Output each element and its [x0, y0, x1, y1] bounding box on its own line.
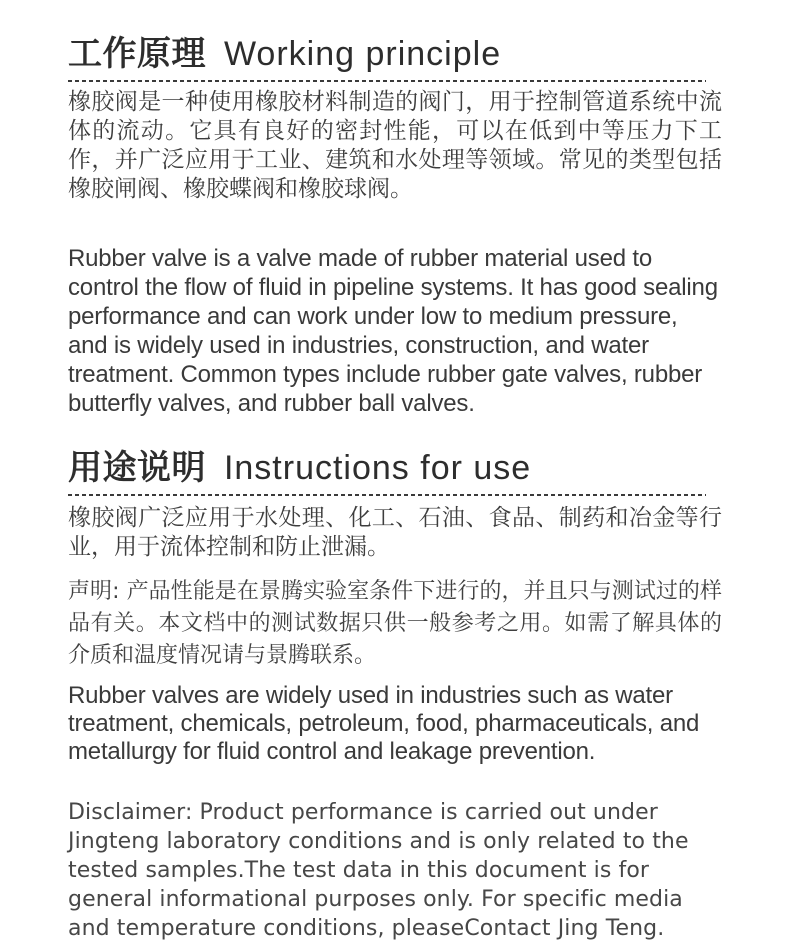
- instructions-disclaimer-en: Disclaimer: Product performance is carried out under Jingteng laboratory conditions and is only related to the tested samples.The test data in this document is for general informational purposes only. For specific media and temperature conditions, pleaseContact Jing Teng.: [68, 800, 689, 941]
- instructions-disclaimer-zh: 声明: 产品性能是在景腾实验室条件下进行的，并且只与测试过的样品有关。本文档中的测试数据只供一般参考之用。如需了解具体的介质和温度情况请与景腾联系。: [68, 579, 722, 668]
- dashed-divider: [68, 494, 706, 496]
- working-principle-title-en: Working principle: [223, 35, 502, 73]
- section-instructions-for-use: [68, 450, 722, 943]
- instructions-title-zh: 用途说明: [68, 448, 206, 488]
- working-principle-paragraph-zh: 橡胶阀是一种使用橡胶材料制造的阀门，用于控制管道系统中流体的流动。它具有良好的密封性能，可以在低到中等压力下工作，并广泛应用于工业、建筑和水处理等领域。常见的类型包括橡胶闸阀、橡胶蝶阀和橡胶球阀。: [68, 89, 722, 202]
- section-working-principle: [68, 36, 722, 418]
- instructions-paragraph-zh: 橡胶阀广泛应用于水处理、化工、石油、食品、制药和冶金等行业，用于流体控制和防止泄漏。: [68, 505, 722, 560]
- dashed-divider: [68, 80, 706, 82]
- working-principle-title-zh: 工作原理: [68, 34, 206, 74]
- instructions-title: [68, 450, 722, 486]
- working-principle-title: [68, 36, 722, 72]
- instructions-paragraph-en: Rubber valves are widely used in industries such as water treatment, chemicals, petroleum, food, pharmaceuticals, and metallurgy for fluid control and leakage prevention.: [68, 682, 700, 765]
- working-principle-paragraph-en: Rubber valve is a valve made of rubber material used to control the flow of fluid in pipeline systems. It has good sealing performance and can work under low to medium pressure, and is widely used in industries, construction, and water treatment. Common types include rubber gate valves, rubber butterfly valves, and rubber ball valves.: [68, 245, 718, 417]
- instructions-title-en: Instructions for use: [223, 449, 532, 487]
